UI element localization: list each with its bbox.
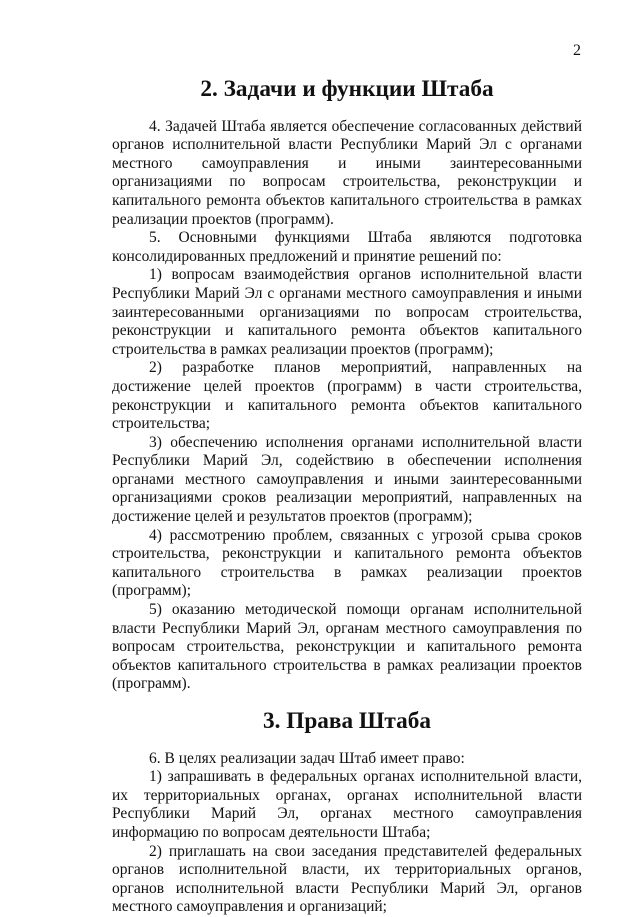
right-item-2: 2) приглашать на свои заседания представителей федеральных органов исполнительной власти, их территориальных органов, органов исполнительной власти Республики Марий Эл, органов местного самоуправления и организаций; bbox=[112, 842, 582, 916]
paragraph-6-rights: 6. В целях реализации задач Штаб имеет право: bbox=[149, 749, 465, 767]
function-item-2: 2) разработке планов мероприятий, направленных на достижение целей проектов (программ) в части строительства, реконструкции и капитального ремонта объектов капитального строительства; bbox=[112, 359, 582, 433]
function-item-3: 3) обеспечению исполнения органами исполнительной власти Республики Марий Эл, содействию в обеспечении исполнения органами местного самоуправления и иными заинтересованными организациями сроков реализации мероприятий, направленных на достижение целей и результатов проектов (программ); bbox=[112, 433, 582, 526]
document-body bbox=[112, 76, 582, 917]
section-title-rights: 3. Права Штаба bbox=[263, 708, 431, 734]
paragraph-4-task: 4. Задачей Штаба является обеспечение согласованных действий органов исполнительной власти Республики Марий Эл с органами местного самоуправления и иными заинтересованными организациями по вопросам строительства, реконструкции и капитального ремонта объектов капитального строительства в рамках реализации проектов (программ). bbox=[112, 117, 582, 228]
section-title-tasks-functions: 2. Задачи и функции Штаба bbox=[200, 76, 494, 102]
function-item-4: 4) рассмотрению проблем, связанных с угрозой срыва сроков строительства, реконструкции и капитального ремонта объектов капитального строительства в рамках реализации проектов (программ); bbox=[112, 526, 582, 600]
function-item-1: 1) вопросам взаимодействия органов исполнительной власти Республики Марий Эл с органами местного самоуправления и иными заинтересованными организациями по вопросам строительства, реконструкции и капитального ремонта объектов капитального строительства в рамках реализации проектов (программ); bbox=[112, 266, 582, 358]
paragraph-5-functions: 5. Основными функциями Штаба являются подготовка консолидированных предложений и принятие решений по: bbox=[112, 229, 582, 265]
right-item-1: 1) запрашивать в федеральных органах исполнительной власти, их территориальных органах, органах исполнительной власти Республики Марий Эл, органах местного самоуправления информацию по вопросам деятельности Штаба; bbox=[112, 768, 582, 841]
page-number: 2 bbox=[573, 42, 581, 59]
function-item-5: 5) оказанию методической помощи органам исполнительной власти Республики Марий Эл, органам местного самоуправления по вопросам строительства, реконструкции и капитального ремонта объектов капитального строительства в рамках реализации проектов (программ). bbox=[112, 601, 582, 693]
